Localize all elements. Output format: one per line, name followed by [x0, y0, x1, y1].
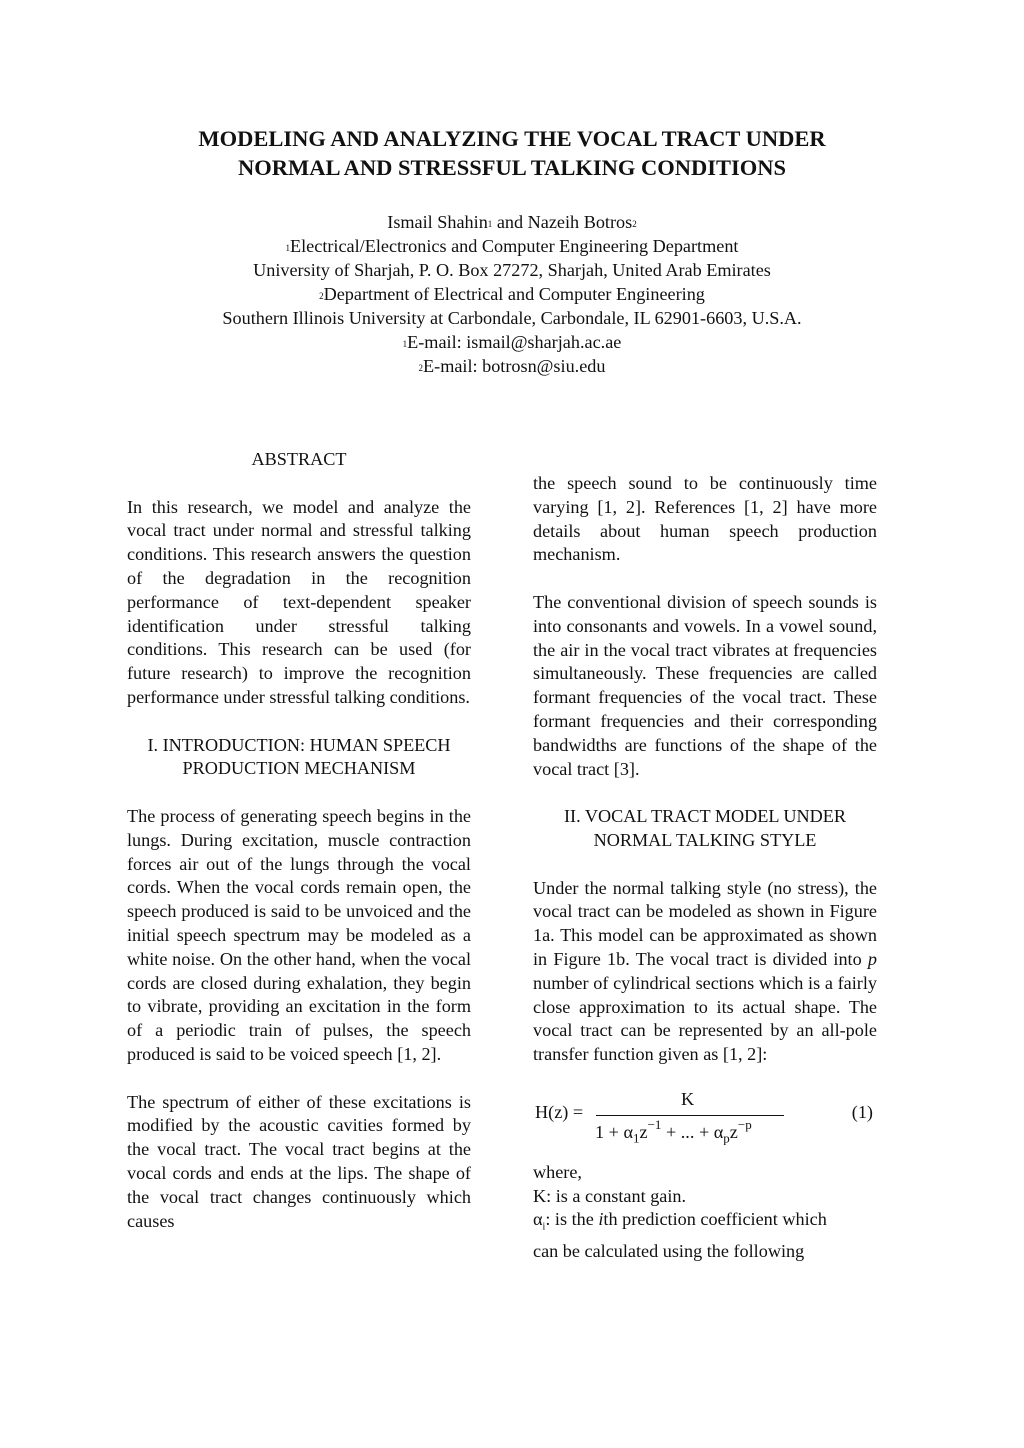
author-2: Nazeih Botros [527, 212, 633, 232]
affiliation-2: $^2$Department of Electrical and Computer Engineering [319, 284, 705, 304]
definitions [533, 1161, 877, 1264]
affiliation-1-address: University of Sharjah, P. O. Box 27272, Sharjah, United Arab Emirates [253, 260, 771, 280]
k-definition: K: is a constant gain. [533, 1185, 687, 1206]
equation-1 [533, 1088, 877, 1161]
title-line-1: MODELING AND ANALYZING THE VOCAL TRACT UNDER [198, 126, 826, 151]
author-1: Ismail Shahin [387, 212, 488, 232]
equation-number: (1) [851, 1101, 873, 1122]
equation-numerator: K [681, 1088, 695, 1109]
left-column [127, 448, 471, 1257]
model-paragraph: Under the normal talking style (no stress), the vocal tract can be modeled as shown in Figure 1a. This model can be approximated as shown in Figure 1b. The vocal tract is divided into p number of cylindrical sections which is a fairly close approximation to its actual shape. The vocal tract can be represented by an all-pole transfer function given as [1, 2]: [533, 877, 877, 1065]
alpha-definition: $\alpha_i$: is the ith prediction coefficient which [533, 1209, 827, 1233]
intro-paragraph-2: The spectrum of either of these excitations is modified by the acoustic cavities formed by the vocal tract. The vocal tract begins at the vocal cords and ends at the lips. The shape of the vocal tract changes continuously which causes [127, 1091, 471, 1231]
intro-paragraph-1: The process of generating speech begins in the lungs. During excitation, muscle contraction forces air out of the lungs through the vocal cords. When the vocal cords remain open, the speech produced is said to be unvoiced and the initial speech spectrum may be modeled as a white noise. On the other hand, when the vocal cords are closed during exhalation, they begin to vibrate, providing an excitation in the form of a periodic train of pulses, the speech produced is said to be voiced speech [1, 2]. [127, 805, 471, 1064]
email-2: $^2$E-mail: botrosn@siu.edu [418, 356, 606, 376]
alpha-definition-continued: can be calculated using the following [533, 1240, 805, 1261]
affiliation-2-address: Southern Illinois University at Carbondale, Carbondale, IL 62901-6603, U.S.A. [222, 308, 802, 328]
author-block [90, 210, 934, 378]
equation-denominator: $1 + \alpha_1z^{-1}$ + ... + $\alpha_pz^{-p}$ [595, 1116, 752, 1146]
affiliation-1: $^1$Electrical/Electronics and Computer Engineering Department [285, 236, 739, 256]
right-column [533, 472, 877, 1264]
email-1: $^1$E-mail: ismail@sharjah.ac.ae [402, 332, 622, 352]
author-names: Ismail Shahin$^1$ and Nazeih Botros$^2$ [387, 212, 637, 232]
paper-title [90, 124, 934, 182]
equation-lhs: H(z) = [535, 1101, 584, 1122]
intro-paragraph-3: The conventional division of speech sounds is into consonants and vowels. In a vowel sound, the air in the vocal tract vibrates at frequencies simultaneously. These frequencies are called formant frequencies of the vocal tract. These formant frequencies and their corresponding bandwidths are functions of the shape of the vocal tract [3]. [533, 591, 877, 779]
section-2-heading: II. VOCAL TRACT MODEL UNDER NORMAL TALKING STYLE [563, 806, 847, 850]
abstract-text: In this research, we model and analyze the vocal tract under normal and stressful talking conditions. This research answers the question of the degradation in the recognition performance of text-dependent speaker identification under stressful talking conditions. This research can be used (for future research) to improve the recognition performance under stressful talking conditions. [127, 496, 471, 707]
intro-paragraph-2-continued: the speech sound to be continuously time varying [1, 2]. References [1, 2] have more details about human speech production mechanism. [533, 473, 877, 565]
title-line-2: NORMAL AND STRESSFUL TALKING CONDITIONS [237, 155, 787, 180]
where-label: where, [533, 1161, 582, 1182]
section-1-heading: I. INTRODUCTION: HUMAN SPEECH PRODUCTION MECHANISM [147, 734, 451, 779]
abstract-heading: ABSTRACT [251, 449, 347, 469]
